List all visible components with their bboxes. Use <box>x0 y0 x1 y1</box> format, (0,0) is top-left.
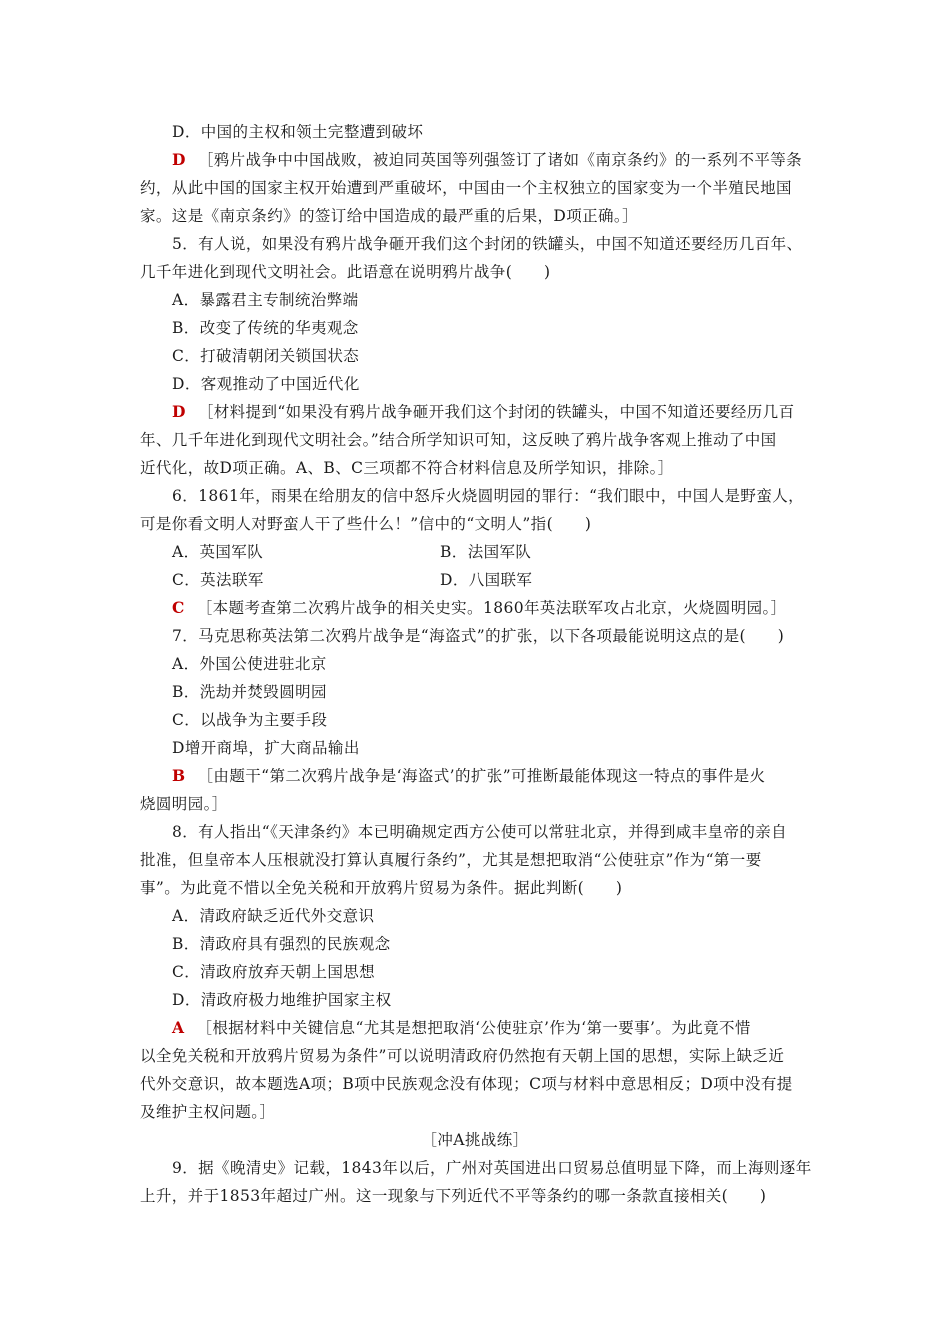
q6-option-a: A．英国军队 <box>172 543 264 561</box>
answer-letter: C <box>172 598 185 617</box>
q9-stem: 上升，并于1853年超过广州。这一现象与下列近代不平等条约的哪一条款直接相关( ) <box>140 1187 767 1205</box>
section-heading: ［冲A挑战练］ <box>421 1131 529 1149</box>
q6-answer: C ［本题考查第二次鸦片战争的相关史实。1860年英法联军攻占北京，火烧圆明园。］ <box>172 598 787 617</box>
q4-explanation-line: 家。这是《南京条约》的签订给中国造成的最严重的后果，D项正确。］ <box>140 207 638 225</box>
q8-stem: 批准，但皇帝本人压根就没打算认真履行条约”，尤其是想把取消“公使驻京”作为“第一要 <box>140 851 762 869</box>
q4-option-d: D．中国的主权和领土完整遭到破坏 <box>172 123 424 141</box>
q5-option-b: B．改变了传统的华夷观念 <box>172 319 359 337</box>
q5-explanation-line: 年、几千年进化到现代文明社会。”结合所学知识可知，这反映了鸦片战争客观上推动了中国 <box>140 431 777 449</box>
q8-explanation-line: 及维护主权问题。］ <box>140 1103 276 1121</box>
q6-option-d: D．八国联军 <box>440 571 533 589</box>
q6-stem: 可是你看文明人对野蛮人干了些什么！”信中的“文明人”指( ) <box>140 515 592 533</box>
q8-stem: 8．有人指出“《天津条约》本已明确规定西方公使可以常驻北京，并得到咸丰皇帝的亲自 <box>172 823 788 841</box>
q8-option-c: C．清政府放弃天朝上国思想 <box>172 963 376 981</box>
q5-stem: 几千年进化到现代文明社会。此语意在说明鸦片战争( ) <box>140 263 551 281</box>
q4-explanation-line: 约，从此中国的国家主权开始遭到严重破坏，中国由一个主权独立的国家变为一个半殖民地国 <box>140 179 792 197</box>
q5-option-c: C．打破清朝闭关锁国状态 <box>172 347 360 365</box>
q6-option-c: C．英法联军 <box>172 571 264 589</box>
q9-stem: 9．据《晚清史》记载，1843年以后，广州对英国进出口贸易总值明显下降，而上海则逐年 <box>172 1159 812 1177</box>
answer-letter: D <box>172 150 186 169</box>
q7-option-c: C．以战争为主要手段 <box>172 711 328 729</box>
q5-option-d: D．客观推动了中国近代化 <box>172 375 360 393</box>
q8-explanation-line: 以全免关税和开放鸦片贸易为条件”可以说明清政府仍然抱有天朝上国的思想，实际上缺乏近 <box>140 1047 785 1065</box>
q5-answer: D ［材料提到“如果没有鸦片战争砸开我们这个封闭的铁罐头，中国不知道还要经历几百 <box>172 402 795 421</box>
q7-answer: B ［由题干“第二次鸦片战争是‘海盗式’的扩张”可推断最能体现这一特点的事件是火 <box>172 766 766 785</box>
q7-option-a: A．外国公使进驻北京 <box>172 655 327 673</box>
q8-option-d: D．清政府极力地维护国家主权 <box>172 991 392 1009</box>
q7-option-b: B．洗劫并焚毁圆明园 <box>172 683 327 701</box>
answer-letter: B <box>172 766 186 785</box>
q7-stem: 7．马克思称英法第二次鸦片战争是“海盗式”的扩张，以下各项最能说明这点的是( ) <box>172 627 785 645</box>
q8-answer: A ［根据材料中关键信息“尤其是想把取消‘公使驻京’作为‘第一要事’。为此竟不惜 <box>172 1018 751 1037</box>
q8-stem: 事”。为此竟不惜以全免关税和开放鸦片贸易为条件。据此判断( ) <box>140 879 623 897</box>
q5-option-a: A．暴露君主专制统治弊端 <box>172 291 359 309</box>
q5-explanation-line: 近代化，故D项正确。A、B、C三项都不符合材料信息及所学知识，排除。］ <box>140 459 674 477</box>
q6-option-b: B．法国军队 <box>440 543 532 561</box>
q6-stem: 6．1861年，雨果在给朋友的信中怒斥火烧圆明园的罪行：“我们眼中，中国人是野蛮人， <box>172 487 805 505</box>
answer-letter: A <box>172 1018 185 1037</box>
answer-letter: D <box>172 402 186 421</box>
q7-option-d: D增开商埠，扩大商品输出 <box>172 739 360 757</box>
q5-stem: 5．有人说，如果没有鸦片战争砸开我们这个封闭的铁罐头，中国不知道还要经历几百年、 <box>172 235 803 253</box>
q4-answer: D ［鸦片战争中中国战败，被迫同英国等列强签订了诸如《南京条约》的一系列不平等条 <box>172 150 803 169</box>
q8-option-a: A．清政府缺乏近代外交意识 <box>172 907 375 925</box>
q8-option-b: B．清政府具有强烈的民族观念 <box>172 935 391 953</box>
q8-explanation-line: 代外交意识，故本题选A项；B项中民族观念没有体现；C项与材料中意思相反；D项中没有提 <box>140 1075 793 1093</box>
q7-explanation-line: 烧圆明园。］ <box>140 795 228 813</box>
